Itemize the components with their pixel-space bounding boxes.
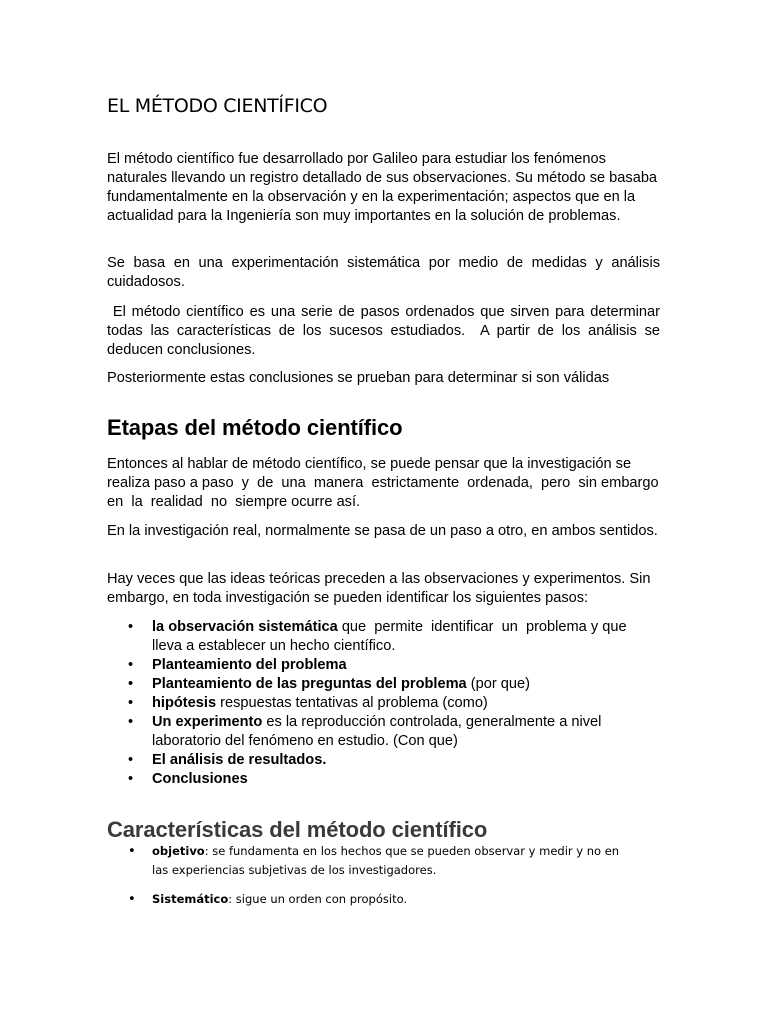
intro-paragraph-1: El método científico fue desarrollado por Galileo para estudiar los fenómenos naturales llevando un registro detallado de sus observaciones. Su método se basaba fundamentalmente en la observación y en la experimentación; aspectos que en la actualidad para la Ingeniería son muy importantes en la solución de problemas. <box>107 151 658 224</box>
step-description: es la reproducción controlada, generalmente a nivel laboratorio del fenómeno en estudio. (Con que) <box>152 714 602 749</box>
step-description: (por que) <box>466 676 530 692</box>
list-item <box>152 694 652 713</box>
intro-paragraph-2: Se basa en una experimentación sistemática por medio de medidas y análisis cuidadosos. <box>107 255 660 290</box>
step-term: Planteamiento de las preguntas del problema <box>152 676 467 692</box>
list-item <box>152 842 632 880</box>
caracteristicas-list <box>152 842 632 880</box>
list-item <box>152 713 652 751</box>
feature-description: : se fundamenta en los hechos que se pueden observar y medir y no en las experiencias subjetivas de los investigadores. <box>152 844 620 877</box>
feature-description: : sigue un orden con propósito. <box>228 892 408 906</box>
list-item <box>152 751 652 770</box>
document-title: EL MÉTODO CIENTÍFICO <box>107 95 328 117</box>
feature-term: Sistemático <box>152 892 229 906</box>
etapas-paragraph-3: Hay veces que las ideas teóricas preceden a las observaciones y experimentos. Sin embargo, en toda investigación se pueden identificar los siguientes pasos: <box>107 571 651 606</box>
step-term: Un experimento <box>152 714 263 730</box>
steps-list <box>152 618 652 789</box>
list-item <box>152 618 652 656</box>
caracteristicas-list-2 <box>152 890 632 909</box>
list-item <box>152 770 652 789</box>
list-item <box>152 675 652 694</box>
etapas-paragraph-2: En la investigación real, normalmente se pasa de un paso a otro, en ambos sentidos. <box>107 523 658 539</box>
etapas-paragraph-1: Entonces al hablar de método científico, se puede pensar que la investigación se realiza paso a paso y de una manera estrictamente ordenada, pero sin embargo en la realidad no siempre ocurre así. <box>107 456 667 510</box>
feature-term: objetivo <box>152 844 205 858</box>
step-term: Planteamiento del problema <box>152 657 347 673</box>
list-item <box>152 890 632 909</box>
step-description: que permite identificar un problema y que lleva a establecer un hecho científico. <box>152 619 631 654</box>
list-item <box>152 656 652 675</box>
etapas-heading: Etapas del método científico <box>107 415 403 440</box>
intro-paragraph-4: Posteriormente estas conclusiones se prueban para determinar si son válidas <box>107 370 610 386</box>
step-term: Conclusiones <box>152 771 248 787</box>
intro-paragraph-3: El método científico es una serie de pasos ordenados que sirven para determinar todas las características de los sucesos estudiados. A partir de los análisis se deducen conclusiones. <box>107 304 665 358</box>
step-description: respuestas tentativas al problema (como) <box>216 695 488 711</box>
step-term: hipótesis <box>152 695 217 711</box>
step-term: El análisis de resultados. <box>152 752 327 768</box>
step-term: la observación sistemática <box>152 619 338 635</box>
caracteristicas-heading: Características del método científico <box>107 817 488 842</box>
